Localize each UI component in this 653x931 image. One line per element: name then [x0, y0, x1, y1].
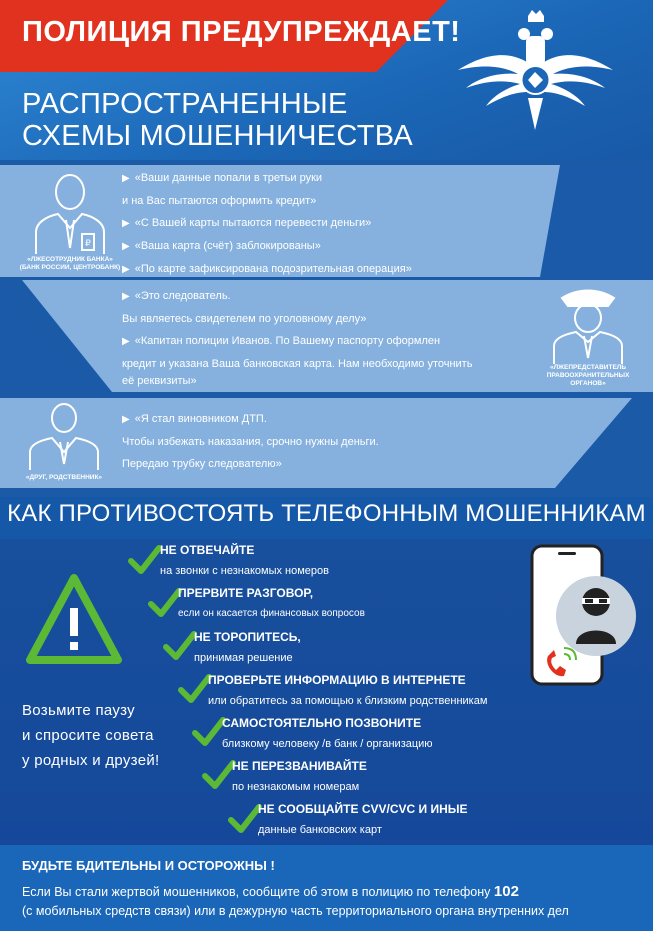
- friend-relative-icon: [26, 400, 102, 472]
- tip-text: близкому человеку /в банк / организацию: [222, 738, 433, 750]
- bullet-arrow-icon: ▶: [122, 414, 130, 425]
- scheme-line: ▶ «Ваши данные попали в третьи руки: [122, 167, 412, 190]
- tip-text: если он касается финансовых вопросов: [178, 608, 365, 619]
- scheme-lines-police: [122, 285, 472, 387]
- bullet-arrow-icon: ▶: [122, 291, 130, 302]
- advice-text: Возьмите паузу и спросите совета у родных и друзей!: [22, 702, 160, 769]
- scheme-line: её реквизиты»: [122, 375, 197, 387]
- scheme-lines-friend: [122, 408, 379, 475]
- footer-line-2: (с мобильных средств связи) или в дежурную часть территориального органа внутренних дел: [22, 904, 569, 918]
- tip-item: [208, 673, 487, 707]
- bullet-arrow-icon: ▶: [122, 173, 130, 184]
- banner-text: ПОЛИЦИЯ ПРЕДУПРЕЖДАЕТ!: [22, 16, 461, 48]
- bullet-arrow-icon: ▶: [122, 336, 130, 347]
- police-officer-icon: [548, 286, 628, 366]
- tip-heading: НЕ ОТВЕЧАЙТЕ: [160, 543, 255, 557]
- tip-item: [222, 716, 433, 750]
- check-icon: [148, 588, 182, 618]
- scheme-line: Вы являетесь свидетелем по уголовному делу»: [122, 313, 367, 325]
- tip-text: на звонки с незнакомых номеров: [160, 565, 329, 577]
- tip-heading: САМОСТОЯТЕЛЬНО ПОЗВОНИТЕ: [222, 716, 422, 730]
- check-icon: [178, 674, 212, 704]
- police-phone-number: 102: [493, 883, 519, 900]
- scheme-line: ▶ «Я стал виновником ДТП.: [122, 408, 379, 431]
- svg-text:₽: ₽: [85, 239, 91, 249]
- scheme-lines-bank: [122, 167, 412, 281]
- check-icon: [202, 760, 236, 790]
- scheme-caption-police: «ЛЖЕПРЕДСТАВИТЕЛЬ ПРАВООХРАНИТЕЛЬНЫХ ОРГАНОВ»: [546, 364, 630, 387]
- tip-item: [194, 630, 301, 664]
- tip-heading: ПРОВЕРЬТЕ ИНФОРМАЦИЮ В ИНТЕРНЕТЕ: [208, 673, 466, 687]
- bullet-arrow-icon: ▶: [122, 218, 130, 229]
- scheme-line: кредит и указана Ваша банковская карта. Нам необходимо уточнить: [122, 358, 473, 370]
- warning-triangle-icon: [24, 572, 124, 668]
- footer-line-1: Если Вы стали жертвой мошенников, сообщите об этом в полицию по телефону 102: [22, 883, 519, 900]
- smartphone-scammer-icon: [530, 544, 640, 688]
- tip-text: принимая решение: [194, 652, 293, 664]
- scheme-caption-friend: «ДРУГ, РОДСТВЕННИК»: [25, 474, 103, 481]
- section-title: КАК ПРОТИВОСТОЯТЬ ТЕЛЕФОННЫМ МОШЕННИКАМ: [7, 500, 646, 527]
- tip-heading: НЕ ТОРОПИТЕСЬ,: [194, 630, 301, 644]
- check-icon: [163, 631, 197, 661]
- check-icon: [228, 804, 262, 834]
- tip-heading: НЕ СООБЩАЙТЕ CVV/CVC И ИНЫЕ: [258, 802, 468, 816]
- tip-item: [160, 543, 329, 577]
- bullet-arrow-icon: ▶: [122, 241, 130, 252]
- scheme-line: ▶ «Ваша карта (счёт) заблокированы»: [122, 235, 412, 258]
- footer-heading: БУДЬТЕ БДИТЕЛЬНЫ И ОСТОРОЖНЫ !: [22, 858, 275, 873]
- page-title: РАСПРОСТРАНЕННЫЕ СХЕМЫ МОШЕННИЧЕСТВА: [22, 88, 414, 152]
- bank-employee-icon: [30, 168, 110, 256]
- tip-heading: НЕ ПЕРЕЗВАНИВАЙТЕ: [232, 759, 367, 773]
- bullet-arrow-icon: ▶: [122, 264, 130, 275]
- scheme-line: Передаю трубку следователю»: [122, 458, 282, 470]
- check-icon: [192, 717, 226, 747]
- tip-item: [178, 586, 365, 619]
- tip-item: [258, 802, 468, 836]
- tip-text: данные банковских карт: [258, 824, 382, 836]
- footer-text: [22, 882, 569, 921]
- tip-heading: ПРЕРВИТЕ РАЗГОВОР,: [178, 586, 314, 600]
- scheme-line: ▶ «Капитан полиции Иванов. По Вашему паспорту оформлен: [122, 330, 472, 353]
- scheme-line: Чтобы избежать наказания, срочно нужны деньги.: [122, 436, 379, 448]
- scheme-line: ▶ «Это следователь.: [122, 285, 472, 308]
- tip-text: по незнакомым номерам: [232, 781, 360, 793]
- scheme-line: и на Вас пытаются оформить кредит»: [122, 195, 317, 207]
- tip-text: или обратитесь за помощью к близким родственникам: [208, 695, 488, 707]
- double-headed-eagle-emblem-icon: [448, 8, 623, 133]
- scheme-line: ▶ «По карте зафиксирована подозрительная операция»: [122, 258, 412, 281]
- scheme-line: ▶ «С Вашей карты пытаются перевести деньги»: [122, 212, 412, 235]
- check-icon: [128, 545, 162, 575]
- tip-item: [232, 759, 367, 793]
- scheme-caption-bank: «ЛЖЕСОТРУДНИК БАНКА» (БАНК РОССИИ, ЦЕНТРОБАНК): [19, 256, 121, 271]
